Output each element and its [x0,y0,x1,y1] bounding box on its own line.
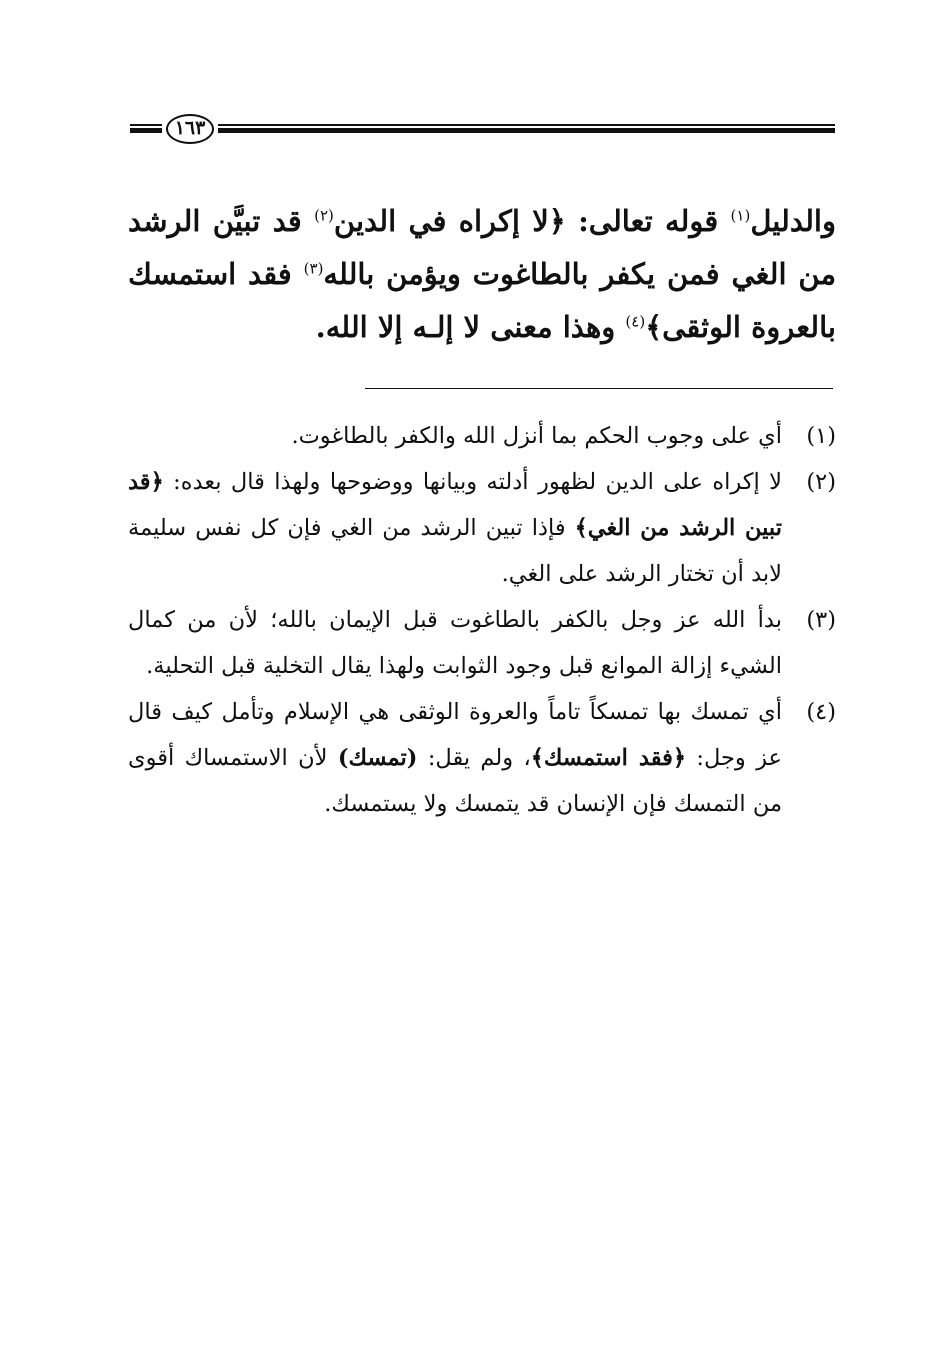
footnote-number: (٣) [806,607,836,633]
footnote-divider [365,388,833,389]
footnote-text [128,413,782,459]
footnote-ref-4: (٤) [625,312,646,331]
footnote-text [128,597,782,689]
footnote-item [128,413,836,459]
header-rule-short [130,124,162,133]
verse-mid: قد تبيَّن الرشد من الغي فمن يكفر بالطاغوت ويؤمن بالله [128,204,836,291]
footnote-number: (٢) [806,469,836,495]
page-number: ١٦٣ [166,114,214,144]
footnote-item [128,459,836,597]
main-paragraph [128,195,836,354]
footnotes [128,413,836,827]
footnote-text-part: أي على وجوب الحكم بما أنزل الله والكفر بالطاغوت. [291,423,782,449]
page-header [130,118,835,158]
footnote-item [128,597,836,689]
footnote-text-part: لا إكراه على الدين لظهور أدلته وبيانها ووضوحها ولهذا قال بعده: [163,469,782,495]
footnote-item [128,689,836,827]
footnote-text-part: بدأ الله عز وجل بالكفر بالطاغوت قبل الإيمان بالله؛ لأن من كمال الشيء إزالة الموانع قبل وجود الثوابت ولهذا يقال التخلية قبل التحلية. [128,607,782,679]
main-conclusion: وهذا معنى لا إلـه إلا الله. [315,310,626,344]
footnote-number: (١) [806,423,836,449]
footnote-text-part: ، ولم يقل: [417,745,531,771]
header-rule-long [218,124,835,133]
verse-open: ﴿لا إكراه في الدين [333,204,566,238]
footnote-text [128,459,782,597]
main-intro: والدليل [750,204,836,238]
footnote-quote: ﴿فقد استمسك﴾ [530,745,687,771]
footnote-text-part: فإذا تبين الرشد من الغي فإن كل نفس سليمة لابد أن تختار الرشد على الغي. [128,515,782,587]
footnote-quote: ﴿قد تبين الرشد من الغي﴾ [128,469,782,541]
footnote-ref-2: (٢) [314,206,334,225]
footnote-number: (٤) [806,699,836,725]
footnote-text-part: لأن الاستمساك أقوى من التمسك فإن الإنسان قد يتمسك ولا يستمسك. [128,745,782,817]
footnote-text [128,689,782,827]
footnote-word: (تمسك) [337,745,418,771]
main-phrase: قوله تعالى: [565,204,731,238]
footnote-text-part: أي تمسك بها تمسكاً تاماً والعروة الوثقى هي الإسلام وتأمل كيف قال عز وجل: [128,699,782,771]
footnote-ref-3: (٣) [303,259,324,278]
verse-end: فقد استمسك بالعروة الوثقى﴾ [128,257,836,344]
footnote-ref-1: (١) [730,206,751,225]
